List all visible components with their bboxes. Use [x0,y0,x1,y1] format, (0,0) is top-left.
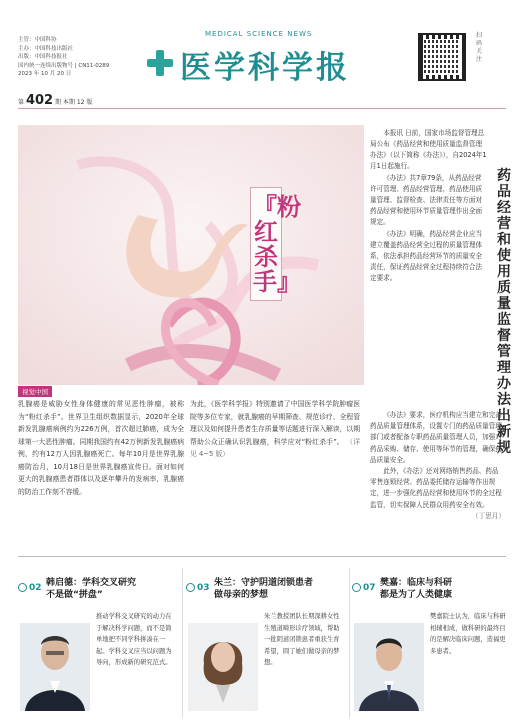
lead-article-left: 乳腺癌是威胁女性身体健康的常见恶性肿瘤，被称为“粉红杀手”。世界卫生组织数据显示，2020年全球新发乳腺癌病例约为226万例，首次超过肺癌，成为全球第一大恶性肿瘤。同期我国约有42万例新发乳腺癌病例，约有12万人因乳腺癌死亡。每年10月是世界乳腺癌防治月，10月18日是世界乳腺癌宣传日。面对如何更大的乳腺癌患者群体以及逐年攀升的发病率，乳腺癌的防治工作刻不容缓。 [18,400,184,496]
teaser-title[interactable]: 朱兰：守护阴道闭锁患者 做母亲的梦想 [214,578,314,600]
issue-prefix: 第 [18,99,25,106]
issue-number: 402 [25,93,54,108]
article-paragraph: 《办法》要求，医疗机构应当建立和完善药品质量管理体系，设置专门的药品质量管理部门或者配备专职药品质量管理人员，加强对药品采购、储存、使用等环节的管理，确保药品质量安全。 [370,411,502,464]
teaser-card[interactable] [18,575,178,715]
teaser-text: 朱兰教授团队长期深耕女性生殖道畸形诊疗领域，帮助一批阴道闭锁患者重获生育希望，圆了她们做母亲的梦想。 [264,613,340,666]
meta-line: 2023 年 10 月 20 日 [18,71,72,77]
hero-headline: 『粉红杀手』 [250,187,282,301]
circle-icon [352,583,361,592]
page-number: 07 [352,583,376,593]
article-paragraph: 本报讯 日前，国家市场监督管理总局公布《药品经营和使用质量监督管理办法》（以下简称《办法》），自2024年1月1日起施行。 [370,129,487,170]
masthead [0,0,524,110]
page-number: 02 [18,583,42,593]
teaser-title[interactable]: 樊嘉：临床与科研 都是为了人类健康 [380,578,453,600]
right-article-title[interactable]: 药品经营和使用质量监督管理办法出新规 [497,168,511,456]
masthead-divider [18,108,506,109]
portrait-photo [20,623,90,711]
right-article-continued [370,410,505,522]
masthead-title: 医学科学报 [180,50,350,86]
meta-line: 主办：中国科技出版社 [18,45,74,52]
photo-credit: 视觉中国 [18,386,52,397]
article-paragraph: 《办法》共7章79条，从药品经营许可管理、药品经营管理、药品使用质量管理、监督检查、法律责任等方面对药品经营和使用环节质量管理作出全面规定。 [370,174,483,226]
hero-image [18,125,364,385]
portrait-photo [354,623,424,711]
byline: （丁思月） [472,511,505,520]
article-paragraph: 此外，《办法》还对网络销售药品、药品零售连锁经营、药品委托储存运输等作出规定，进一步强化药品经营和使用环节的全过程监管，切实保障人民群众用药安全有效。 [370,467,502,509]
meta-line: 主管：中国科协 [18,37,57,43]
issue-info [18,93,92,108]
article-paragraph: 《办法》明确，药品经营企业应当建立覆盖药品经营全过程的质量管理体系，依法承担药品经营环节的质量安全责任，保证药品经营全过程持续符合法定要求。 [370,230,483,282]
column-divider [182,568,183,718]
medical-cross-icon [147,50,173,76]
lead-article-right [190,398,360,461]
circle-icon [186,583,195,592]
masthead-english-title: MEDICAL SCIENCE NEWS [205,30,313,38]
page-number: 03 [186,583,210,593]
lead-right-text: 为此，《医学科学报》特别邀请了中国医学科学院肿瘤医院等多位专家，就乳腺癌的早期筛查、规范诊疗、全程管理以及如何提升患者生存质量等话题进行深入解读，以期帮助公众正确认识乳腺癌，科学应对“粉红杀手”。 [190,400,360,446]
continued-note[interactable]: （详见 4~5 版） [190,437,360,458]
meta-line: 出版：中国科技报社 [18,54,68,60]
issue-suffix: 期 本期 12 版 [55,99,93,106]
teaser-text: 樊嘉院士认为，临床与科研相辅相成，做科研的最终目的是解决临床问题，造福更多患者。 [430,613,506,655]
qr-label: 扫码关注 [476,32,483,63]
masthead-meta [18,36,109,79]
pink-ribbon-hands-illustration [18,125,364,385]
section-divider [18,556,506,557]
right-article-body [370,128,488,285]
teaser-card[interactable] [186,575,346,715]
teaser-title[interactable]: 韩启德：学科交叉研究 不是做“拼盘” [46,578,137,600]
teaser-text: 推动学科交叉研究的动力在于解决科学问题，而不是简单地把不同学科拼凑在一起。学科交叉应当以问题为导向，形成新的研究范式。 [96,613,172,666]
column-divider [349,568,350,718]
portrait-photo [188,623,258,711]
teaser-card[interactable] [352,575,512,715]
circle-icon [18,583,27,592]
meta-line: 国内统一连续出版物号 | CN11-0289 [18,62,110,69]
qr-code-icon[interactable] [418,33,466,81]
